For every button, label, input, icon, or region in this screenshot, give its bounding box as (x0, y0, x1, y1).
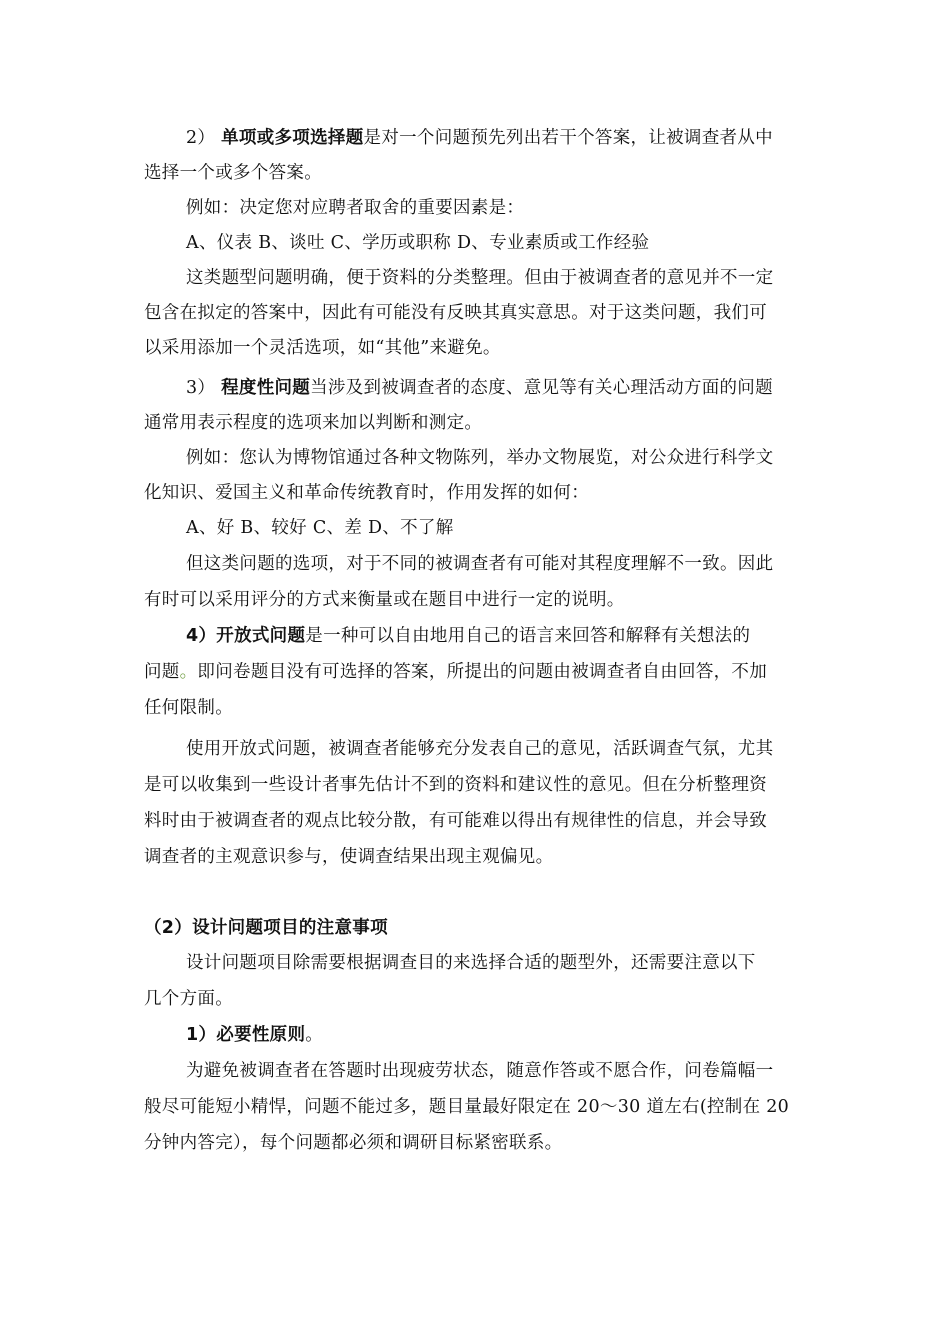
section-4-paragraph-line-4 (144, 845, 553, 869)
paragraph-text: 即问卷题目没有可选择的答案，所提出的问题由被调查者自由回答，不加 (197, 662, 768, 682)
paragraph-text: 是可以收集到一些设计者事先估计不到的资料和建议性的意见。但在分析整理资 (144, 775, 767, 795)
green-period: 。 (179, 662, 198, 682)
section-3-options (186, 516, 454, 540)
section-3-example-line-1 (186, 446, 773, 470)
section-3-paragraph-line-2 (144, 588, 625, 612)
principle-1-line-2 (144, 1095, 789, 1119)
principle-1-heading-text: 1）必要性原则 (186, 1025, 306, 1045)
section-4-paragraph-line-2 (144, 773, 767, 797)
term-single-multiple-choice: 单项或多项选择题 (221, 128, 364, 148)
example-text: 化知识、爱国主义和革命传统教育时，作用发挥的如何： (144, 483, 589, 503)
heading-period: 。 (305, 1025, 324, 1045)
paragraph-text: 分钟内答完），每个问题都必须和调研目标紧密联系。 (144, 1133, 563, 1153)
options-text: A、仪表 B、谈吐 C、学历或职称 D、专业素质或工作经验 (186, 233, 650, 253)
section-4-line-3 (144, 696, 233, 720)
term-degree-question: 程度性问题 (221, 378, 311, 398)
section-4-line-1 (186, 624, 750, 648)
paragraph-text: 有时可以采用评分的方式来衡量或在题目中进行一定的说明。 (144, 590, 625, 610)
paragraph-text: 选择一个或多个答案。 (144, 163, 322, 183)
section-2-line-2 (144, 161, 322, 185)
paragraph-text: 是对一个问题预先列出若干个答案，让被调查者从中 (363, 128, 773, 148)
paragraph-text: 问题 (144, 662, 180, 682)
section-4-line-2 (144, 660, 767, 684)
paragraph-text: 使用开放式问题，被调查者能够充分发表自己的意见，活跃调查气氛，尤其 (186, 739, 774, 759)
example-text: 例如：您认为博物馆通过各种文物陈列，举办文物展览，对公众进行科学文 (186, 448, 774, 468)
section-3-example-line-2 (144, 481, 589, 505)
section-4-paragraph-line-1 (186, 737, 773, 761)
paragraph-text: 但这类问题的选项，对于不同的被调查者有可能对其程度理解不一致。因此 (186, 554, 774, 574)
section-2-example (186, 196, 524, 220)
section-3-line-2 (144, 411, 482, 435)
section-3-line-1 (186, 376, 773, 400)
section-4-paragraph-line-3 (144, 809, 767, 833)
paragraph-text: 料时由于被调查者的观点比较分散，有可能难以得出有规律性的信息，并会导致 (144, 811, 767, 831)
section-2-options (186, 231, 649, 255)
section-2-paragraph-line-1 (186, 266, 773, 290)
principle-1-heading (186, 1023, 323, 1047)
paragraph-text: 任何限制。 (144, 698, 233, 718)
paragraph-text: 以采用添加一个灵活选项，如“其他”来避免。 (144, 338, 501, 358)
paragraph-text: 调查者的主观意识参与，使调查结果出现主观偏见。 (144, 847, 554, 867)
section-2-paragraph-line-2 (144, 301, 767, 325)
section-heading-text: （2）设计问题项目的注意事项 (144, 918, 388, 938)
paragraph-text: 当涉及到被调查者的态度、意见等有关心理活动方面的问题 (310, 378, 773, 398)
section-paragraph-line-2 (144, 987, 233, 1011)
paragraph-text: 般尽可能短小精悍，问题不能过多，题目量最好限定在 20～30 道左右(控制在 20 (144, 1097, 790, 1117)
paragraph-text: 这类题型问题明确，便于资料的分类整理。但由于被调查者的意见并不一定 (186, 268, 774, 288)
principle-1-line-3 (144, 1131, 562, 1155)
section-heading (144, 916, 388, 940)
section-2-line-1 (186, 126, 773, 150)
item-number: 3） (186, 378, 216, 398)
principle-1-line-1 (186, 1059, 773, 1083)
paragraph-text: 几个方面。 (144, 989, 233, 1009)
example-text: 例如：决定您对应聘者取舍的重要因素是： (186, 198, 525, 218)
term-open-question: 4）开放式问题 (186, 626, 306, 646)
section-paragraph-line-1 (186, 951, 756, 975)
paragraph-text: 设计问题项目除需要根据调查目的来选择合适的题型外，还需要注意以下 (186, 953, 756, 973)
section-2-paragraph-line-3 (144, 336, 501, 360)
paragraph-text: 包含在拟定的答案中，因此有可能没有反映其真实意思。对于这类问题，我们可 (144, 303, 767, 323)
paragraph-text: 通常用表示程度的选项来加以判断和测定。 (144, 413, 483, 433)
paragraph-text: 为避免被调查者在答题时出现疲劳状态，随意作答或不愿合作，问卷篇幅一 (186, 1061, 774, 1081)
item-number: 2） (186, 128, 216, 148)
section-3-paragraph-line-1 (186, 552, 773, 576)
paragraph-text: 是一种可以自由地用自己的语言来回答和解释有关想法的 (305, 626, 751, 646)
options-text: A、好 B、较好 C、差 D、不了解 (186, 518, 454, 538)
